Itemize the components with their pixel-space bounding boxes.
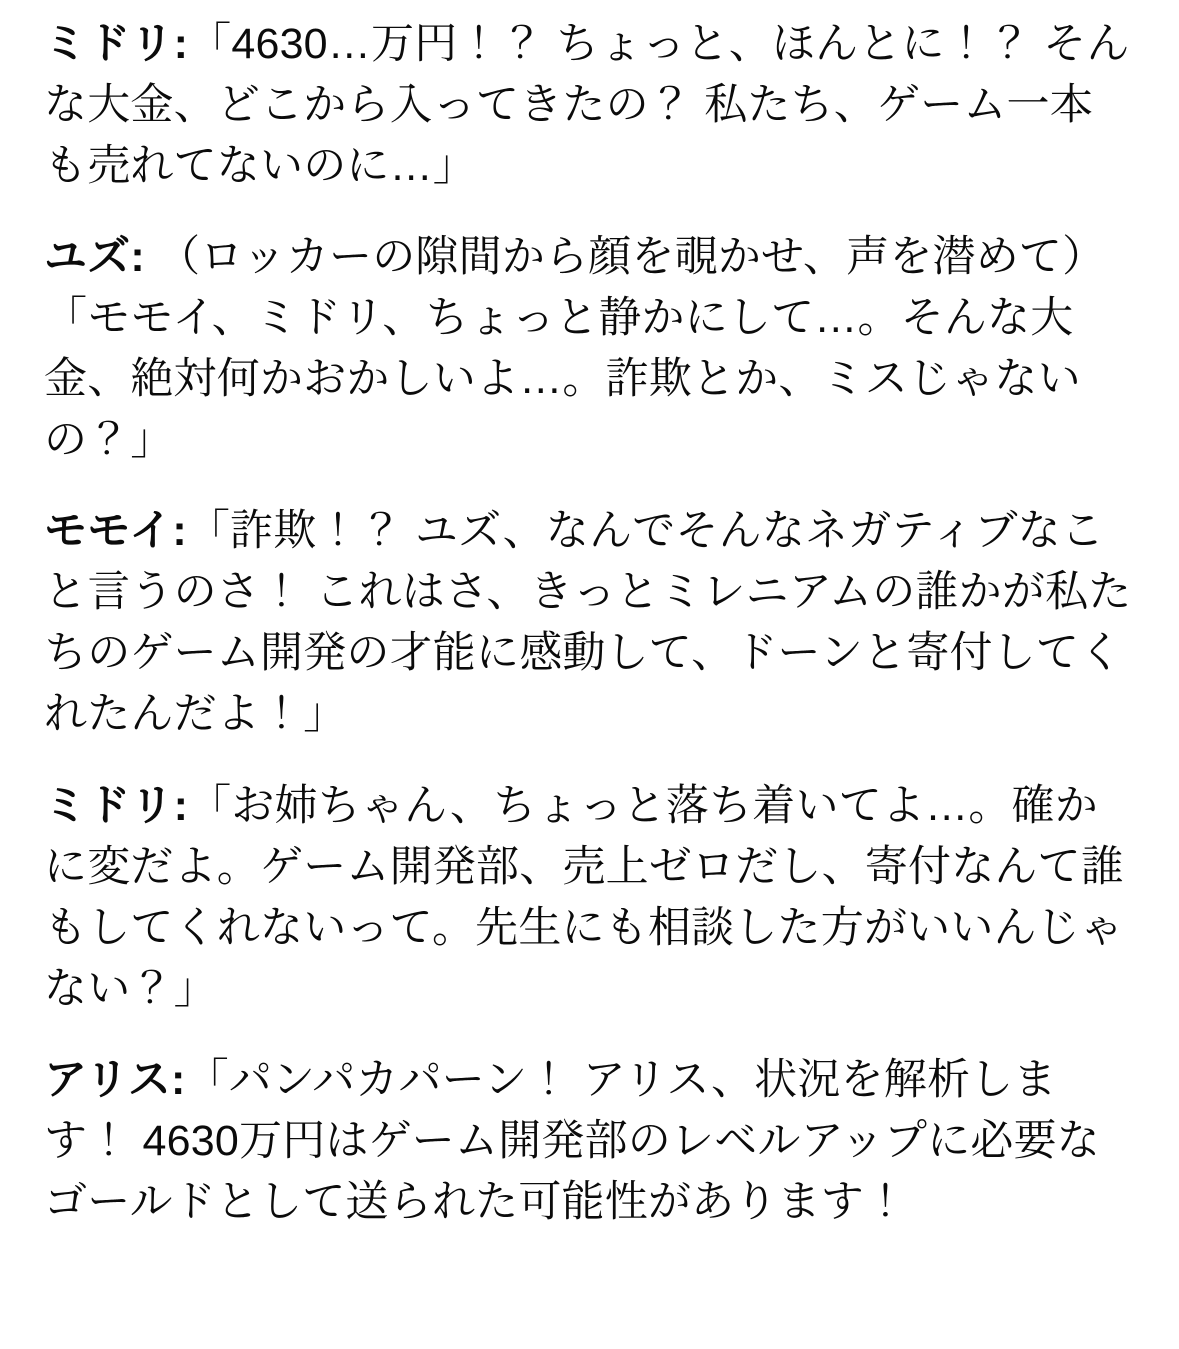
speaker-separator: : xyxy=(173,781,189,830)
dialogue-text: 「パンパカパーン！ アリス、状況を解析します！ 4630万円はゲーム開発部のレベルアップに必要なゴールドとして送られた可能性があります！ xyxy=(44,1055,1100,1226)
speaker-name: アリス xyxy=(44,1055,172,1104)
dialogue-text: （ロッカーの隙間から顔を覗かせ、声を潜めて）「モモイ、ミドリ、ちょっと静かにして…。そんな大金、絶対何かおかしいよ…。詐欺とか、ミスじゃないの？」 xyxy=(44,233,1106,465)
dialogue-line xyxy=(44,776,1135,1020)
speaker-name: ミドリ xyxy=(44,781,174,830)
speaker-name: ミドリ xyxy=(44,20,174,68)
speaker-separator: : xyxy=(130,233,158,282)
dialogue-text: 「詐欺！？ ユズ、なんでそんなネガティブなこと言うのさ！ これはさ、きっとミレニアムの誰かが私たちのゲーム開発の才能に感動して、ドーンと寄付してくれたんだよ！」 xyxy=(44,507,1132,739)
speaker-name: モモイ xyxy=(44,507,173,556)
speaker-name: ユズ xyxy=(44,233,131,282)
dialogue-text: 「4630…万円！？ ちょっと、ほんとに！？ そんな大金、どこから入ってきたの？ 私たち、ゲーム一本も売れてないのに…」 xyxy=(44,20,1130,191)
dialogue-line xyxy=(44,1050,1135,1233)
dialogue-line xyxy=(44,227,1135,471)
speaker-separator: : xyxy=(173,20,189,68)
dialogue-text: 「お姉ちゃん、ちょっと落ち着いてよ…。確かに変だよ。ゲーム開発部、売上ゼロだし、寄付なんて誰もしてくれないって。先生にも相談した方がいいんじゃない？」 xyxy=(44,781,1124,1013)
dialogue-line xyxy=(44,501,1135,745)
speaker-separator: : xyxy=(171,1055,186,1104)
speaker-separator: : xyxy=(172,507,187,556)
dialogue-line xyxy=(44,14,1135,197)
